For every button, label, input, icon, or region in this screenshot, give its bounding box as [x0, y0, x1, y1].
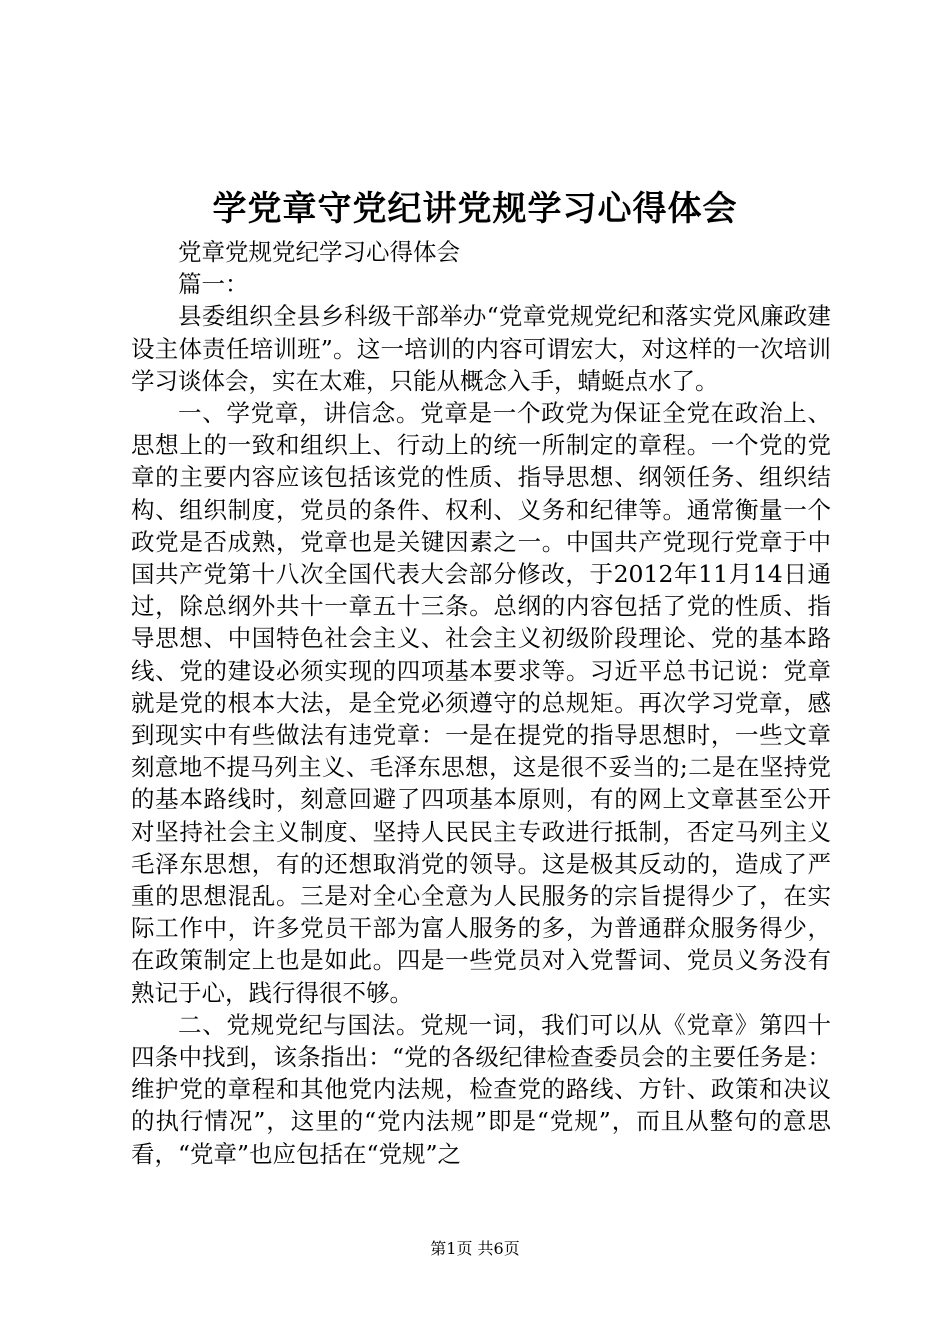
section-two-paragraph: 二、党规党纪与国法。党规一词，我们可以从《党章》第四十四条中找到，该条指出：“党的各级纪律检查委员会的主要任务是：维护党的章程和其他党内法规，检查党的路线、方针、政策和决议的执行情况”，这里的“党内法规”即是“党规”，而且从整句的意思看，“党章”也应包括在“党规”之: [131, 1010, 831, 1168]
intro-paragraph: 县委组织全县乡科级干部举办“党章党规党纪和落实党风廉政建设主体责任培训班”。这一培训的内容可谓宏大，对这样的一次培训学习谈体会，实在太难，只能从概念入手，蜻蜓点水了。: [131, 302, 831, 395]
subtitle-paragraph: 党章党规党纪学习心得体会: [178, 238, 460, 266]
document-body: [131, 236, 831, 1170]
page-footer: 第1页 共6页: [430, 1239, 520, 1258]
section-one-paragraph: 一、学党章，讲信念。党章是一个政党为保证全党在政治上、思想上的一致和组织上、行动上的统一所制定的章程。一个党的党章的主要内容应该包括该党的性质、指导思想、纲领任务、组织结构、组织制度，党员的条件、权利、义务和纪律等。通常衡量一个政党是否成熟，党章也是关键因素之一。中国共产党现行党章于中国共产党第十八次全国代表大会部分修改，于2012年11月14日通过，除总纲外共十一章五十三条。总纲的内容包括了党的性质、指导思想、中国特色社会主义、社会主义初级阶段理论、党的基本路线、党的建设必须实现的四项基本要求等。习近平总书记说：党章就是党的根本大法，是全党必须遵守的总规矩。再次学习党章，感到现实中有些做法有违党章：一是在提党的指导思想时，一些文章刻意地不提马列主义、毛泽东思想，这是很不妥当的;二是在坚持党的基本路线时，刻意回避了四项基本原则，有的网上文章甚至公开对坚持社会主义制度、坚持人民民主专政进行抵制，否定马列主义毛泽东思想，有的还想取消党的领导。这是极其反动的，造成了严重的思想混乱。三是对全心全意为人民服务的宗旨提得少了，在实际工作中，许多党员干部为富人服务的多，为普通群众服务得少，在政策制定上也是如此。四是一些党员对入党誓词、党员义务没有熟记于心，践行得很不够。: [131, 399, 831, 1007]
document-title: 学党章守党纪讲党规学习心得体会: [212, 189, 738, 229]
section-label-paragraph: 篇一：: [178, 270, 249, 299]
